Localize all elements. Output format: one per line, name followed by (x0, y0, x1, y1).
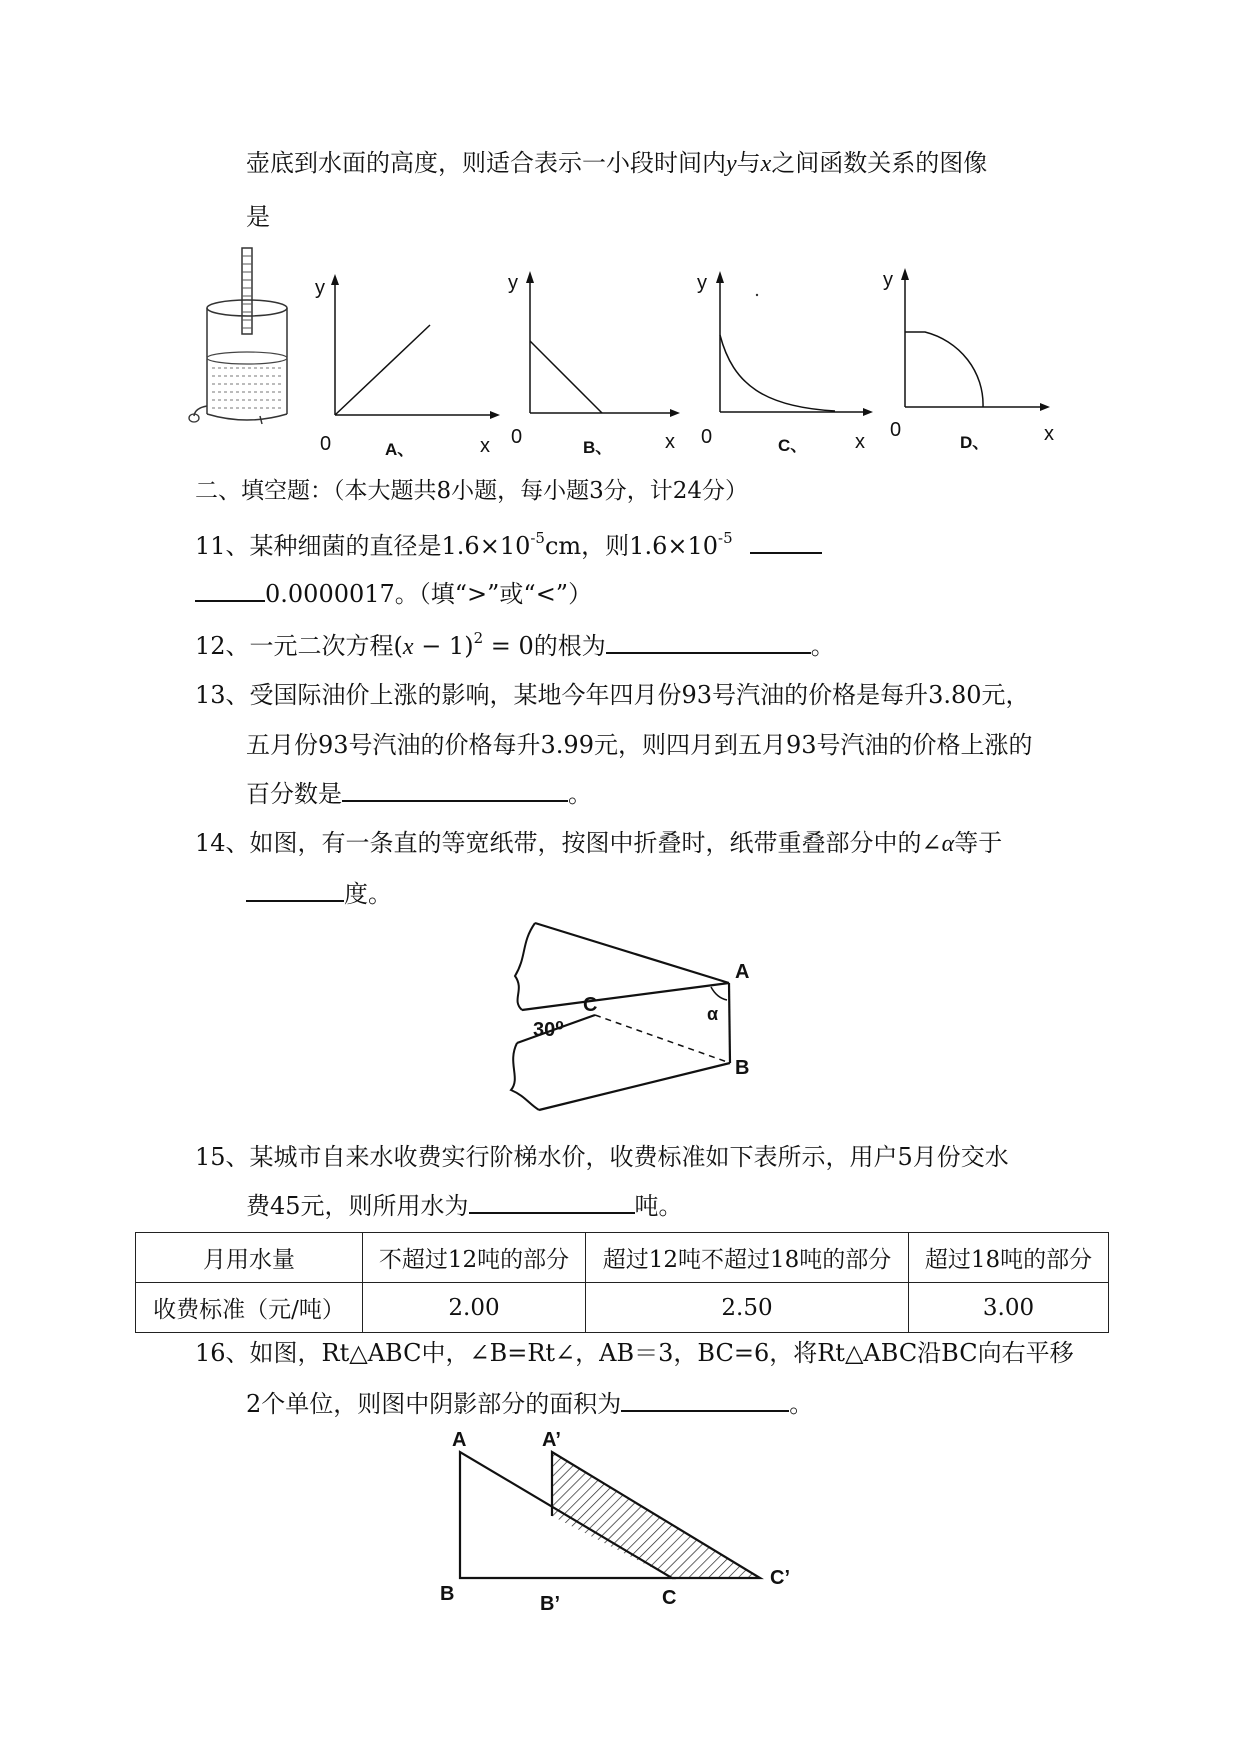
q14-text-end: 等于 (954, 829, 1003, 857)
graph-d-origin: 0 (890, 419, 902, 441)
graph-d-label: D、 (960, 433, 990, 452)
q13-line-2: 五月份93号汽油的价格每升3.99元，则四月到五月93号汽油的价格上涨的 (246, 731, 1033, 759)
q10-text: 壶底到水面的高度，则适合表示一小段时间内 (246, 149, 726, 177)
q11-mid: cm，则1.6×10 (544, 532, 718, 560)
graph-a-label: A、 (385, 440, 415, 459)
tri-label-b-prime: B’ (540, 1593, 560, 1615)
graph-c-ylabel: y (697, 272, 707, 294)
graph-b-xlabel: x (665, 431, 675, 453)
table-row (136, 1283, 1109, 1333)
water-fee-table (135, 1232, 1109, 1333)
q10-text-end: 之间函数关系的图像 (771, 149, 988, 177)
strip-alpha-label: α (707, 1004, 719, 1024)
tri-label-b: B (440, 1583, 455, 1605)
table-cell: 3.00 (909, 1283, 1109, 1333)
graph-d-arc (905, 332, 983, 407)
graph-c-origin: 0 (701, 426, 713, 448)
graph-d (880, 262, 1060, 457)
q14-line-1 (195, 828, 1002, 859)
q14-line-2 (246, 878, 392, 909)
q15-suffix: 吨。 (634, 1192, 683, 1220)
strip-label-a: A (735, 961, 750, 983)
section2-heading: 二、填空题：（本大题共8小题，每小题3分，计24分） (195, 478, 749, 504)
q13-blank[interactable] (342, 778, 568, 802)
q16-line-2 (246, 1388, 813, 1419)
beaker-illustration (190, 246, 300, 426)
q15-line-2-text: 费45元，则所用水为 (246, 1192, 469, 1220)
q13-line-3-text: 百分数是 (246, 780, 342, 808)
graph-c-curve (720, 335, 835, 411)
q14-blank[interactable] (246, 878, 344, 902)
graph-c-xlabel: x (855, 431, 865, 453)
q15-blank[interactable] (469, 1190, 635, 1214)
graph-a-origin: 0 (320, 433, 332, 455)
q10-line-1 (246, 148, 987, 179)
q11-blank-1[interactable] (750, 530, 822, 554)
q11-exp-1: -5 (530, 529, 545, 547)
q10-line-2: 是 (246, 203, 270, 231)
table-cell: 2.00 (363, 1283, 586, 1333)
q12-blank[interactable] (606, 630, 811, 654)
q12-suffix: 。 (810, 632, 835, 660)
graph-c (695, 265, 880, 460)
strip-label-b: B (735, 1057, 750, 1079)
q12-line (195, 630, 835, 664)
graph-a-ylabel: y (315, 277, 325, 299)
q11-line-2-text: 0.0000017。（填“>”或“<”） (265, 580, 593, 608)
q12-prefix: 12、一元二次方程( (195, 632, 403, 660)
q12-var: x (402, 634, 414, 660)
tri-label-a-prime: A’ (542, 1429, 561, 1451)
q13-line-3 (246, 778, 592, 809)
graph-d-xlabel: x (1044, 423, 1054, 445)
table-header-cell: 超过18吨的部分 (909, 1233, 1109, 1283)
table-header-row (136, 1233, 1109, 1283)
q11-exp-2: -5 (718, 529, 733, 547)
q11-line-2 (195, 578, 592, 609)
table-header-cell: 月用水量 (136, 1233, 363, 1283)
var-x: x (760, 151, 772, 177)
tri-label-c: C (662, 1587, 677, 1609)
graph-d-ylabel: y (883, 269, 893, 291)
q16-suffix: 。 (789, 1390, 814, 1418)
q11-line-1 (195, 530, 822, 564)
q14-line-2-text: 度。 (344, 880, 392, 908)
strip-angle-label: 30⁰ (533, 1019, 565, 1041)
table-cell: 2.50 (586, 1283, 909, 1333)
graph-a-xlabel: x (480, 435, 490, 457)
q15-line-2 (246, 1190, 683, 1221)
tri-label-c-prime: C’ (770, 1567, 790, 1589)
graph-b-origin: 0 (511, 426, 523, 448)
table-header-cell: 不超过12吨的部分 (363, 1233, 586, 1283)
q16-line-1: 16、如图，Rt△ABC中，∠B=Rt∠，AB＝3，BC=6，将Rt△ABC沿BC向右平移 (195, 1339, 1074, 1367)
strip-label-c: C (583, 994, 598, 1016)
q13-suffix: 。 (568, 780, 592, 808)
graph-a (315, 270, 495, 460)
triangle-translation-figure (430, 1430, 810, 1630)
q16-line-2-text: 2个单位，则图中阴影部分的面积为 (246, 1390, 622, 1418)
q11-prefix: 11、某种细菌的直径是1.6×10 (195, 532, 531, 560)
table-header-cell: 超过12吨不超过18吨的部分 (586, 1233, 909, 1283)
word-and: 与 (736, 149, 761, 177)
graph-b (505, 265, 685, 460)
var-y: y (726, 151, 737, 177)
graph-b-ylabel: y (508, 272, 518, 294)
q12-exp: 2 (473, 629, 484, 647)
q15-line-1: 15、某城市自来水收费实行阶梯水价，收费标准如下表所示，用户5月份交水 (195, 1143, 1009, 1171)
q12-rest: = 0的根为 (483, 632, 606, 660)
q11-blank-2[interactable] (195, 578, 265, 602)
table-cell: 收费标准（元/吨） (136, 1283, 363, 1333)
graph-b-line (530, 341, 602, 413)
q16-blank[interactable] (621, 1388, 789, 1412)
tri-label-a: A (452, 1429, 467, 1451)
graph-a-line (335, 325, 430, 415)
q12-mid: − 1) (413, 632, 474, 660)
graph-b-label: B、 (583, 438, 613, 457)
q14-alpha: α (941, 831, 955, 857)
q13-line-1: 13、受国际油价上涨的影响，某地今年四月份93号汽油的价格是每升3.80元， (195, 681, 1030, 709)
q14-text: 14、如图，有一条直的等宽纸带，按图中折叠时，纸带重叠部分中的∠ (195, 829, 942, 857)
paper-strip-figure (485, 918, 785, 1128)
graph-c-label: C、 (778, 436, 808, 455)
